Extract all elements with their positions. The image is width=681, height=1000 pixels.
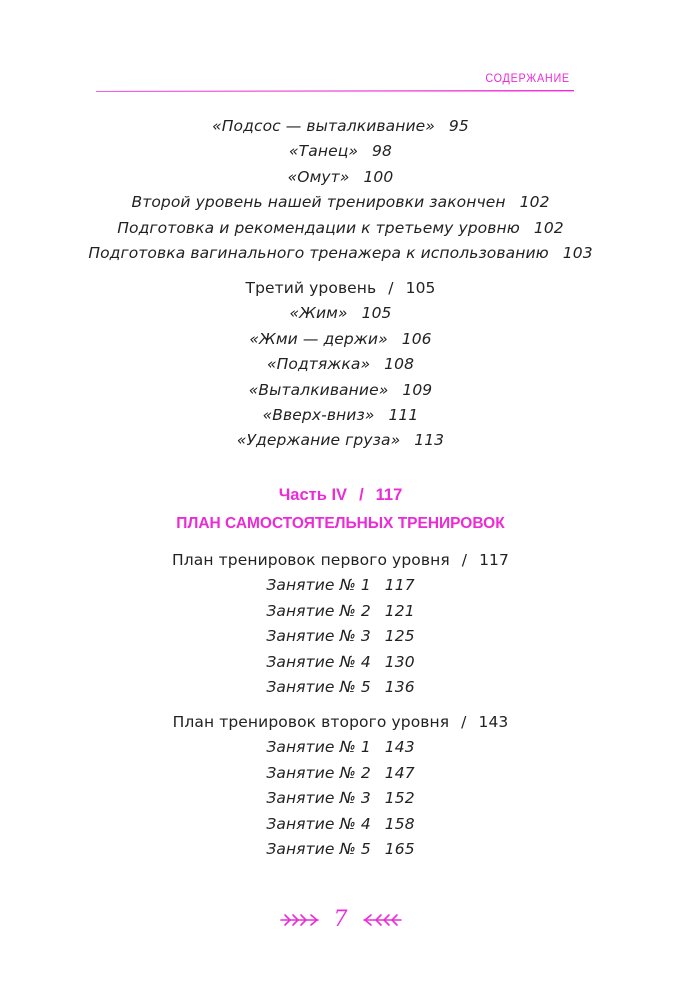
entry-title: Занятие № 1 [266, 738, 371, 757]
entry-page: 165 [384, 839, 415, 858]
entry-page: 121 [384, 601, 415, 620]
section-page: 117 [479, 551, 509, 569]
toc-entry[interactable] [0, 139, 681, 164]
entry-title: Занятие № 4 [266, 814, 371, 833]
entry-title: «Подсос — выталкивание» [212, 117, 435, 135]
toc-entry[interactable] [0, 352, 681, 377]
entry-title: Занятие № 2 [266, 601, 371, 620]
toc-entry[interactable] [0, 837, 681, 862]
toc-entry[interactable] [0, 599, 681, 624]
left-arrows-ornament-icon [362, 913, 402, 927]
entry-title: Занятие № 1 [266, 576, 371, 595]
entry-page: 111 [388, 405, 419, 424]
toc-entry[interactable] [0, 165, 681, 190]
entry-title: «Выталкивание» [248, 380, 389, 399]
toc-part-iv [0, 481, 681, 539]
entry-page: 130 [384, 652, 415, 671]
entry-page: 106 [401, 329, 432, 348]
entry-page: 98 [372, 142, 392, 161]
toc-block-level2-end [0, 114, 681, 266]
toc-entry[interactable] [0, 761, 681, 786]
entry-page: 125 [384, 627, 415, 646]
toc-block-plan2 [0, 710, 681, 862]
page-number: 7 [333, 907, 348, 932]
toc-section-heading[interactable] [0, 548, 681, 573]
entry-title: «Жми — держи» [249, 329, 388, 348]
entry-page: 152 [384, 789, 415, 808]
entry-page: 105 [361, 304, 392, 323]
entry-title: Подготовка вагинального тренажера к использованию [88, 243, 549, 262]
toc-entry[interactable] [0, 735, 681, 760]
entry-page: 147 [384, 763, 415, 782]
toc-entry[interactable] [0, 241, 681, 266]
section-page: 143 [478, 713, 509, 731]
section-title: Третий уровень [245, 279, 377, 297]
header-brush-rule [96, 89, 574, 92]
entry-page: 113 [414, 431, 445, 450]
entry-title: «Вверх-вниз» [262, 405, 375, 424]
entry-title: Занятие № 2 [266, 763, 371, 782]
separator: / [388, 279, 394, 297]
separator: / [461, 551, 468, 569]
section-page: 105 [405, 279, 436, 297]
entry-page: 136 [384, 677, 415, 696]
toc-entry[interactable] [0, 378, 681, 403]
entry-title: «Омут» [287, 167, 350, 186]
entry-page: 158 [384, 814, 415, 833]
toc-entry[interactable] [0, 675, 681, 700]
part-title: ПЛАН САМОСТОЯТЕЛЬНЫХ ТРЕНИРОВОК [176, 515, 505, 532]
toc-entry[interactable] [0, 624, 681, 649]
toc-entry[interactable] [0, 812, 681, 837]
running-header: СОДЕРЖАНИЕ [485, 71, 570, 85]
entry-title: «Удержание груза» [236, 431, 401, 450]
toc-entry[interactable] [0, 301, 681, 326]
separator: / [461, 713, 467, 731]
right-arrows-ornament-icon [280, 913, 320, 927]
toc-entry[interactable] [0, 786, 681, 811]
separator: / [359, 486, 364, 504]
entry-title: Занятие № 3 [266, 627, 371, 646]
section-title: План тренировок первого уровня [172, 551, 450, 569]
entry-page: 117 [384, 576, 415, 595]
toc-block-level3 [0, 276, 681, 454]
entry-title: Второй уровень нашей тренировки закончен [131, 193, 506, 212]
entry-title: Занятие № 4 [266, 652, 371, 671]
toc-entry[interactable] [0, 216, 681, 241]
toc-block-plan1 [0, 548, 681, 700]
entry-title: Занятие № 3 [266, 789, 371, 808]
entry-title: Занятие № 5 [266, 677, 371, 696]
toc-section-heading[interactable] [0, 276, 681, 301]
entry-title: Занятие № 5 [266, 839, 371, 858]
entry-page: 102 [533, 218, 564, 237]
entry-page: 103 [562, 243, 593, 262]
toc-entry[interactable] [0, 573, 681, 598]
entry-page: 100 [363, 167, 394, 186]
entry-page: 95 [448, 117, 469, 135]
toc-entry[interactable] [0, 650, 681, 675]
page-footer [0, 905, 681, 935]
entry-page: 109 [402, 380, 433, 399]
toc-entry[interactable] [0, 327, 681, 352]
toc-entry[interactable] [0, 403, 681, 428]
entry-page: 143 [384, 738, 415, 757]
part-page: 117 [375, 486, 403, 504]
entry-title: Подготовка и рекомендации к третьему уровню [117, 218, 520, 237]
toc-entry[interactable] [0, 190, 681, 215]
entry-page: 102 [519, 193, 550, 212]
entry-title: «Жим» [289, 304, 348, 323]
toc-section-heading[interactable] [0, 710, 681, 735]
entry-title: «Танец» [289, 142, 359, 161]
entry-title: «Подтяжка» [266, 355, 371, 374]
toc-entry[interactable] [0, 428, 681, 453]
part-label: Часть IV [278, 486, 348, 504]
part-heading[interactable] [0, 481, 681, 509]
toc-entry[interactable] [0, 114, 681, 139]
section-title: План тренировок второго уровня [172, 713, 450, 731]
entry-page: 108 [384, 355, 415, 374]
